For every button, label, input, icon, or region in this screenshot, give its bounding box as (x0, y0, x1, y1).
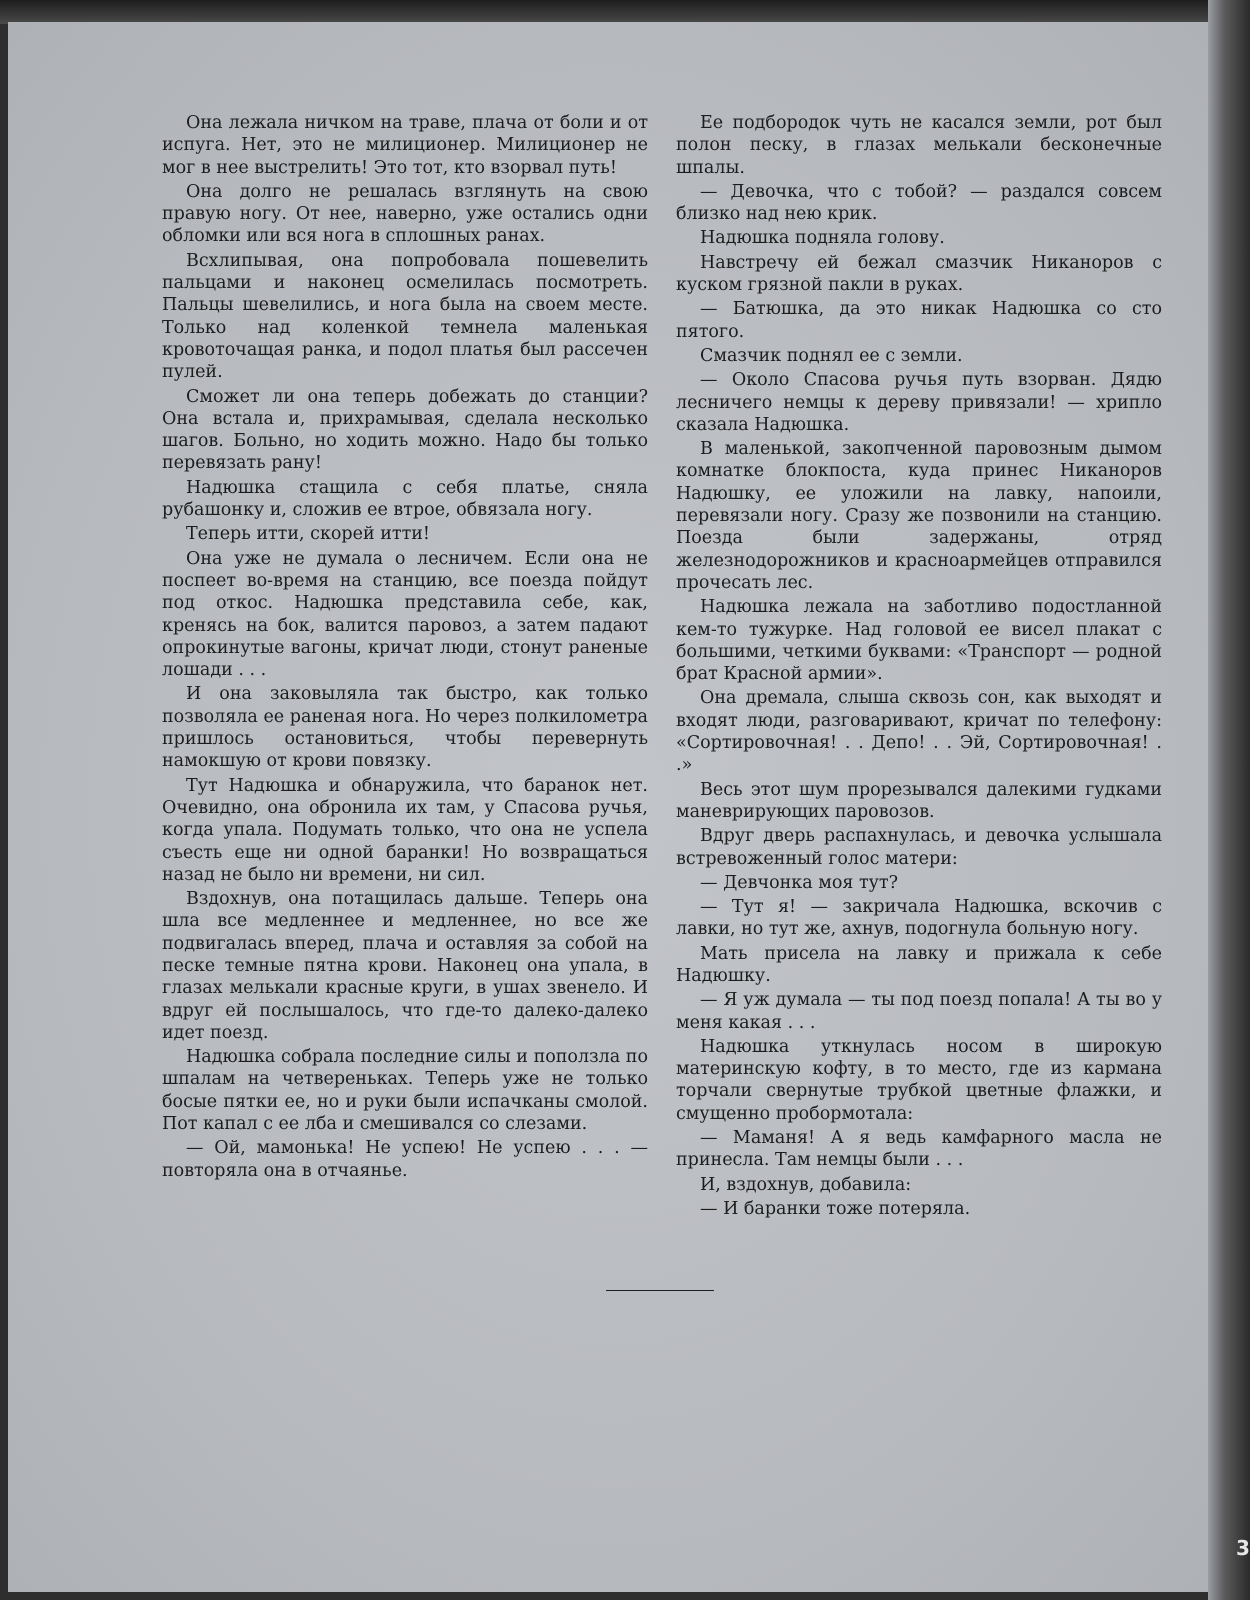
paragraph: Тут Надюшка и обнаружила, что баранок нет. Очевидно, она обронила их там, у Спасова ручья, когда упала. Подумать только, что она не успела съесть еще ни одной баранки! Но возвращаться назад не было ни времени, ни сил. (162, 775, 648, 885)
paragraph: Она долго не решалась взглянуть на свою правую ногу. От нее, наверно, уже остались одни обломки или вся нога в сплошных ранах. (162, 181, 648, 247)
paragraph: — Батюшка, да это никак Надюшка со сто пятого. (676, 299, 1162, 342)
paragraph: Надюшка стащила с себя платье, сняла рубашонку и, сложив ее втрое, обвязала ногу. (162, 477, 648, 521)
paragraph: — Около Спасова ручья путь взорван. Дядю лесничего немцы к дереву привязали! — хрипло сказала Надюшка. (676, 370, 1162, 435)
page-top-edge (0, 0, 1250, 24)
end-of-story-divider (606, 1290, 714, 1291)
paragraph: Надюшка подняла голову. (700, 228, 945, 249)
paragraph: Мать присела на лавку и прижала к себе Надюшку. (676, 943, 1162, 986)
paragraph: В маленькой, закопченной паровозным дымом комнатке блокпоста, куда принес Никаноров Надюшку, ее уложили на лавку, напоили, перевязали ногу. Сразу же позвонили на станцию. Поезда были задержаны, отряд железнодорожников и красноармейцев отправился прочесать лес. (676, 439, 1162, 593)
paragraph: Она дремала, слыша сквозь сон, как выходят и входят люди, разговаривают, кричат по телефону: «Сортировочная! . . Депо! . . Эй, Сортировочная! . .» (676, 688, 1162, 776)
paragraph: Всхлипывая, она попробовала пошевелить пальцами и наконец осмелилась посмотреть. Пальцы шевелились, и нога была на своем месте. Только над коленкой темнела маленькая кровоточащая ранка, и подол платья был рассечен пулей. (162, 250, 648, 383)
paragraph: И, вздохнув, добавила: (700, 1174, 912, 1195)
paragraph: Смазчик поднял ее с земли. (700, 345, 963, 366)
paragraph: — Я уж думала — ты под поезд попала! А ты во у меня какая . . . (676, 990, 1162, 1033)
right-text-column (676, 112, 1162, 1222)
paragraph: Надюшка уткнулась носом в широкую материнскую кофту, в то место, где из кармана торчали свернутые трубкой цветные флажки, и смущенно пробормотала: (676, 1036, 1162, 1124)
paragraph: Она лежала ничком на траве, плача от боли и от испуга. Нет, это не милиционер. Милиционер не мог в нее выстрелить! Это тот, кто взорвал путь! (162, 113, 648, 178)
paragraph: — Ой, мамонька! Не успею! Не успею . . . — повторяла она в отчаянье. (162, 1138, 648, 1181)
page-right-edge (1208, 0, 1250, 1600)
paragraph: Вдруг дверь распахнулась, и девочка услышала встревоженный голос матери: (676, 826, 1162, 869)
paragraph: — Девочка, что с тобой? — раздался совсем близко над нею крик. (676, 181, 1162, 225)
paragraph: — И баранки тоже потеряла. (700, 1198, 971, 1219)
paragraph: Весь этот шум прорезывался далекими гудками маневрирующих паровозов. (676, 779, 1162, 822)
paragraph: И она заковыляла так быстро, как только позволяла ее раненая нога. Но через полкилометра пришлось остановиться, чтобы перевернуть намокшую от крови повязку. (162, 684, 648, 772)
left-text-column (162, 112, 648, 1184)
paragraph: Вздохнув, она потащилась дальше. Теперь она шла все медленнее и медленнее, но все же подвигалась вперед, плача и оставляя за собой на песке темные пятна крови. Наконец она упала, в глазах мелькали красные круги, в ушах звенело. И вдруг ей послышалось, что где-то далеко-далеко идет поезд. (162, 889, 648, 1043)
paragraph: Навстречу ей бежал смазчик Никаноров с куском грязной пакли в руках. (676, 252, 1162, 296)
paragraph: Теперь итти, скорей итти! (186, 524, 430, 545)
paragraph: — Девчонка моя тут? (700, 872, 898, 893)
paragraph: Ее подбородок чуть не касался земли, рот был полон песку, в глазах мелькали бесконечные шпалы. (676, 113, 1162, 178)
paragraph: Она уже не думала о лесничем. Если она не поспеет во-время на станцию, все поезда пойдут под откос. Надюшка представила себе, как, кренясь на бок, валится паровоз, а затем падают опрокинутые вагоны, кричат люди, стонут раненые лошади . . . (162, 548, 648, 681)
paragraph: Надюшка собрала последние силы и поползла по шпалам на четвереньках. Теперь уже не только босые пятки ее, но и руки были испачканы смолой. Пот капал с ее лба и смешивался со слезами. (162, 1047, 648, 1135)
paragraph: Сможет ли она теперь добежать до станции? Она встала и, прихрамывая, сделала несколько шагов. Больно, но ходить можно. Надо бы только перевязать рану! (162, 386, 648, 474)
paragraph: — Маманя! А я ведь камфарного масла не принесла. Там немцы были . . . (676, 1128, 1162, 1171)
paragraph: — Тут я! — закричала Надюшка, вскочив с лавки, но тут же, ахнув, подогнула больную ногу. (676, 897, 1162, 940)
page-number: 3 (1236, 1536, 1250, 1560)
paragraph: Надюшка лежала на заботливо подостланной кем-то тужурке. Над головой ее висел плакат с большими, четкими буквами: «Транспорт — родной брат Красной армии». (676, 597, 1162, 685)
